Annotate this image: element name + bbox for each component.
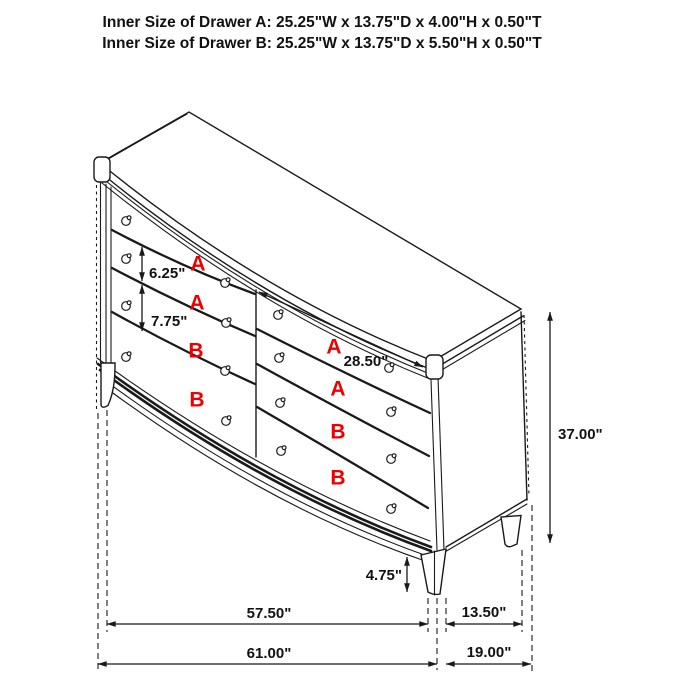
drawer-knob [122,301,131,311]
drawer-knob [277,446,286,456]
drawer-knob [275,353,284,363]
molding-line [98,364,431,547]
drawer-knob [276,398,285,408]
dim-overall-width [98,645,437,664]
dim-side-depth-between-legs [446,604,522,624]
dimension-label-37-00: 37.00" [558,426,603,443]
drawer-a-spec-text: Inner Size of Drawer A: 25.25"W x 13.75"D x 4.00"H x 0.50"T [102,14,542,31]
legs [101,363,521,595]
drawer-label-right-3: B [330,420,346,444]
drawer-label-right-4: B [330,466,346,490]
dimension-label-28-50: 28.50" [343,353,389,370]
back-right-leg [501,516,521,547]
dimension-label-4-75: 4.75" [365,567,402,584]
drawer-knob [387,454,396,464]
drawer-knob [221,278,230,288]
drawer-knob [221,366,230,376]
base-molding [97,358,431,562]
drawer-knob [222,416,231,426]
drawer-label-right-1: A [326,335,342,359]
drawer-knob [274,310,283,320]
front-left-leg [101,363,115,407]
dim-front-width-between-legs [107,605,428,624]
drawer-knob [387,504,396,514]
drawer-label-left-2: A [189,291,205,315]
drawer-label-left-4: B [189,388,205,412]
dimension-label-19-00: 19.00" [466,644,512,661]
right-front-stile [431,380,437,550]
dim-leg-height [366,557,407,592]
drawer-label-right-2: A [330,377,346,401]
drawer-label-left-3: B [188,339,204,363]
dimension-label-7-75: 7.75" [151,313,188,330]
dim-drawer-a-front-height [142,247,185,282]
drawer-knob [122,216,131,226]
dimension-label-61-00: 61.00" [246,645,292,662]
extension-lines [98,410,532,672]
right-front-stile [438,377,444,550]
drawer-knob [122,352,131,362]
drawer-b-spec-text: Inner Size of Drawer B: 25.25"W x 13.75"D x 5.50"H x 0.50"T [102,35,542,52]
drawer-knob [122,254,131,263]
front-left-corner-post [94,157,110,182]
dim-overall-depth [446,644,531,664]
drawer-label-left-1: A [190,252,206,276]
dimension-label-13-50: 13.50" [461,604,507,621]
dimension-label-57-50: 57.50" [246,605,292,622]
dim-overall-height [550,312,603,543]
molding-line [100,370,431,551]
drawer-knob [387,407,396,417]
dimension-label-6-25: 6.25" [149,265,186,282]
front-right-corner-post [426,355,443,379]
molding-line [97,358,430,541]
dim-drawer-b-front-height [142,285,187,331]
drawer-knob [222,318,231,328]
front-right-leg [421,549,446,594]
